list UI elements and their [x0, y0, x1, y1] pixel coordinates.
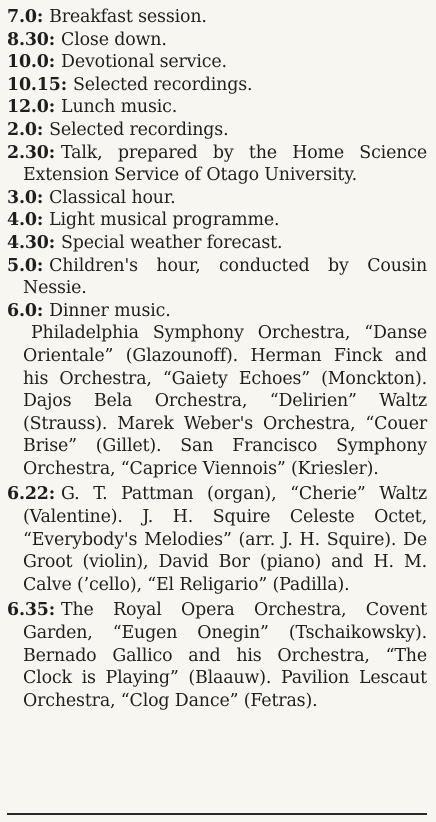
entry-text: Selected recordings. [49, 119, 229, 140]
dinner-music-details: Philadelphia Symphony Orchestra, “Danse Orientale” (Glazounoff). Herman Finck and his Orchestra, “Gaiety Echoes” (Monckton). Dajos Bela Orchestra, “Delirien” Waltz (Strauss). Marek Weber's Orchestra, “Couer Brise” (Gillet). San Francisco Symphony Orchestra, “Caprice Viennois” (Kriesler). [23, 323, 427, 479]
entry-time: 12.0 [7, 97, 49, 118]
entry-text: Dinner music. [49, 300, 171, 321]
entry-time: 6.0 [7, 300, 37, 321]
programme-entry: 10.15: Selected recordings. [7, 74, 253, 95]
entry-text: Special weather forecast. [61, 232, 283, 253]
entry-text: Children's hour, conducted by Cousin Nessie. [23, 255, 427, 299]
programme-entry: 2.0: Selected recordings. [7, 119, 229, 140]
programme-entry: 7.0: Breakfast session. [7, 7, 207, 27]
entry-text: Close down. [61, 29, 167, 50]
programme-entry: 12.0: Lunch music. [7, 97, 178, 118]
entry-time: 8.30 [7, 29, 49, 50]
entry-text: The Royal Opera Orchestra, Covent Garden, “Eugen Onegin” (Tschaikowsky). Bernado Gallico and his Orchestra, “The Clock is Playing” (Blaauw). Pavilion Lescaut Orchestra, “Clog Dance” (Fetras). [23, 600, 427, 711]
programme-entry: 10.0: Devotional service. [7, 52, 227, 73]
entry-text: Talk, prepared by the Home Science Extension Service of Otago University. [23, 142, 427, 186]
entry-text: Light musical programme. [49, 210, 280, 231]
entry-time: 2.0 [7, 119, 37, 140]
entry-time: 2.30 [7, 142, 49, 163]
entry-time: 4.0 [7, 210, 37, 231]
entry-time: 4.30 [7, 232, 49, 253]
radio-programme-column [7, 6, 427, 712]
entry-text: Lunch music. [61, 97, 178, 118]
entry-text: Breakfast session. [49, 7, 207, 27]
entry-time: 10.15 [7, 74, 61, 95]
entry-text: G. T. Pattman (organ), “Cherie” Waltz (Valentine). J. H. Squire Celeste Octet, “Everybody's Melodies” (arr. J. H. Squire). De Groot (violin), David Bor (piano) and H. M. Calve (’cello), “El Religario” (Padilla). [23, 484, 427, 595]
programme-entry: 4.0: Light musical programme. [7, 210, 280, 231]
entry-text: Selected recordings. [73, 74, 253, 95]
entry-text: Devotional service. [61, 52, 227, 73]
entry-time: 7.0 [7, 7, 37, 27]
entry-time: 3.0 [7, 187, 37, 208]
column-divider-rule [7, 813, 427, 815]
entry-time: 5.0 [7, 255, 37, 276]
programme-entry: 5.0: Children's hour, conducted by Cousin Nessie. [7, 255, 427, 299]
programme-entry: 4.30: Special weather forecast. [7, 232, 283, 253]
programme-entry: 8.30: Close down. [7, 29, 167, 50]
entry-time: 6.22 [7, 484, 49, 505]
entry-text: Classical hour. [49, 187, 176, 208]
programme-entry: 2.30: Talk, prepared by the Home Science Extension Service of Otago University. [7, 142, 427, 186]
programme-entry: 6.22: G. T. Pattman (organ), “Cherie” Waltz (Valentine). J. H. Squire Celeste Octet, “Everybody's Melodies” (arr. J. H. Squire). De Groot (violin), David Bor (piano) and H. M. Calve (’cello), “El Religario” (Padilla). [7, 484, 427, 595]
programme-entry: 6.0: Dinner music. [7, 300, 171, 321]
programme-entry: 6.35: The Royal Opera Orchestra, Covent Garden, “Eugen Onegin” (Tschaikowsky). Bernado Gallico and his Orchestra, “The Clock is Playing” (Blaauw). Pavilion Lescaut Orchestra, “Clog Dance” (Fetras). [7, 600, 427, 711]
entry-time: 10.0 [7, 52, 49, 73]
entry-time: 6.35 [7, 600, 49, 621]
programme-entry: 3.0: Classical hour. [7, 187, 176, 208]
